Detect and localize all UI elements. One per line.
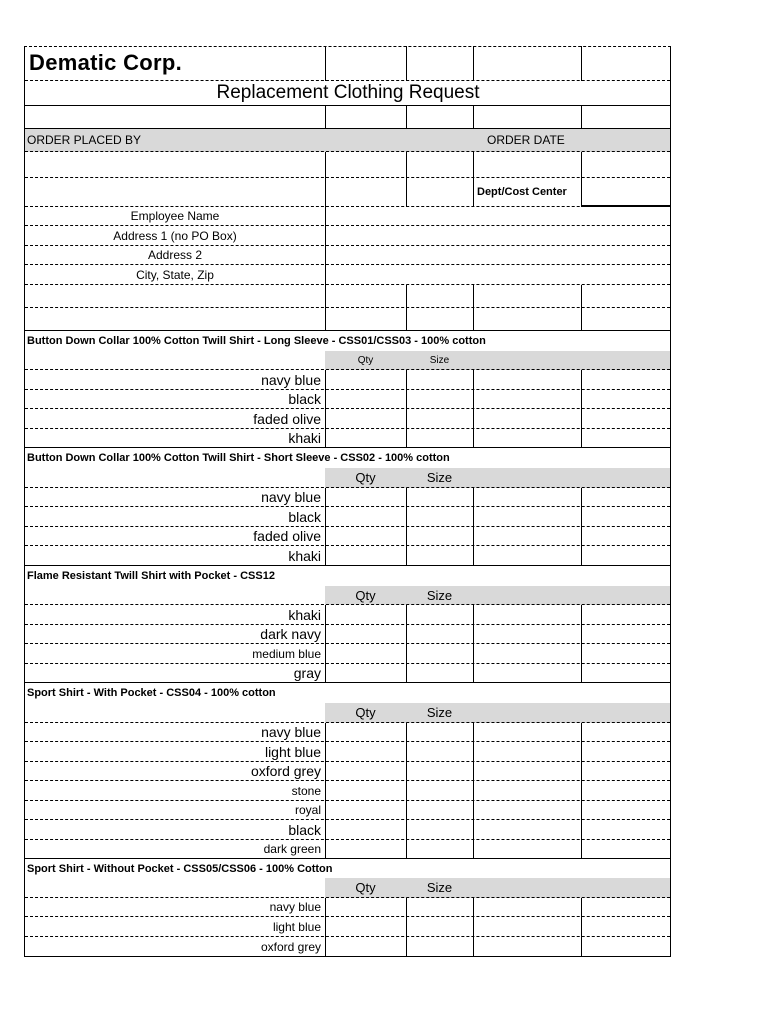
grid-line <box>581 285 582 331</box>
color-row[interactable] <box>25 840 670 859</box>
order-placed-by-label: ORDER PLACED BY <box>27 133 142 147</box>
color-row[interactable] <box>25 625 670 644</box>
grid-line <box>473 370 474 448</box>
section-2-title: Button Down Collar 100% Cotton Twill Shirt - Short Sleeve - CSS02 - 100% cotton <box>27 452 450 464</box>
address1-label: Address 1 (no PO Box) <box>113 228 237 243</box>
grid-line <box>406 488 407 566</box>
grid-line <box>325 370 326 448</box>
color-label: light blue <box>272 919 321 934</box>
grid-line <box>473 605 474 683</box>
grid-line <box>325 605 326 683</box>
grid-line <box>325 285 326 331</box>
blank-row-2 <box>25 285 670 308</box>
blank-row-1 <box>25 106 670 129</box>
order-form-sheet <box>24 46 671 957</box>
employee-name-label: Employee Name <box>130 209 220 223</box>
section-1-title: Button Down Collar 100% Cotton Twill Shirt - Long Sleeve - CSS01/CSS03 - 100% cotton <box>27 335 486 347</box>
color-label: faded olive <box>253 528 321 544</box>
size-header: Size <box>426 587 453 603</box>
address2-row[interactable] <box>25 246 670 265</box>
color-label: navy blue <box>261 489 321 505</box>
grid-line <box>325 152 326 207</box>
grid-line <box>325 46 326 81</box>
color-row[interactable] <box>25 762 670 781</box>
grid-line <box>581 46 582 81</box>
color-row[interactable] <box>25 488 670 507</box>
grid-line <box>581 152 582 207</box>
section-3-header <box>25 566 670 586</box>
section-4-title: Sport Shirt - With Pocket - CSS04 - 100% cotton <box>27 687 276 699</box>
color-label: oxford grey <box>250 763 321 779</box>
qty-header: Qty <box>355 880 376 895</box>
order-date-label: ORDER DATE <box>487 133 565 147</box>
color-row[interactable] <box>25 605 670 625</box>
size-header: Size <box>426 470 453 485</box>
city-state-zip-label: City, State, Zip <box>136 267 214 282</box>
color-row[interactable] <box>25 546 670 566</box>
grid-line <box>406 605 407 683</box>
grid-line <box>325 207 326 285</box>
color-row[interactable] <box>25 723 670 742</box>
color-label: navy blue <box>261 724 321 740</box>
color-row[interactable] <box>25 370 670 390</box>
section-4-header <box>25 683 670 703</box>
form-title: Replacement Clothing Request <box>216 82 480 103</box>
grid-line <box>581 488 582 566</box>
color-row[interactable] <box>25 429 670 448</box>
color-row[interactable] <box>25 898 670 917</box>
color-label: light blue <box>264 743 321 760</box>
blank-row-3 <box>25 308 670 331</box>
section-1-col-headers <box>25 351 670 370</box>
order-input-row[interactable] <box>25 152 670 178</box>
grid-line <box>581 723 582 859</box>
size-header: Size <box>426 880 453 895</box>
color-label: royal <box>294 803 321 817</box>
employee-name-row[interactable] <box>25 207 670 226</box>
dept-row <box>25 178 670 207</box>
section-1-header <box>25 331 670 351</box>
title-row <box>25 81 670 106</box>
grid-line <box>581 106 582 129</box>
color-label: dark navy <box>260 626 321 642</box>
color-row[interactable] <box>25 507 670 527</box>
grid-line <box>406 723 407 859</box>
grid-line <box>325 898 326 956</box>
section-5-col-headers <box>25 878 670 898</box>
company-name: Dematic Corp. <box>29 50 183 75</box>
grid-line <box>473 488 474 566</box>
grid-line <box>406 106 407 129</box>
grid-line <box>473 106 474 129</box>
color-label: khaki <box>288 430 321 446</box>
size-header: Size <box>429 354 450 366</box>
grid-line <box>473 898 474 956</box>
color-label: khaki <box>288 547 321 564</box>
grid-line <box>473 46 474 81</box>
grid-line <box>406 152 407 207</box>
color-label: dark green <box>263 842 321 856</box>
address2-label: Address 2 <box>147 248 203 262</box>
grid-line <box>473 723 474 859</box>
section-5-header <box>25 859 670 878</box>
dept-cost-center-label: Dept/Cost Center <box>477 186 567 198</box>
color-label: black <box>288 391 321 407</box>
grid-line <box>473 152 474 207</box>
section-4-col-headers <box>25 703 670 723</box>
color-label: stone <box>291 783 321 798</box>
size-header: Size <box>426 705 453 720</box>
grid-line <box>406 898 407 956</box>
color-label: black <box>288 508 321 525</box>
grid-line <box>325 488 326 566</box>
order-header-row <box>25 129 670 152</box>
color-label: faded olive <box>253 410 321 427</box>
grid-line <box>325 106 326 129</box>
qty-header: Qty <box>357 354 374 366</box>
qty-header: Qty <box>355 705 376 720</box>
color-row[interactable] <box>25 937 670 956</box>
section-2-header <box>25 448 670 468</box>
color-label: medium blue <box>252 646 321 661</box>
grid-line <box>581 370 582 448</box>
color-row[interactable] <box>25 664 670 683</box>
color-label: khaki <box>288 606 321 623</box>
grid-line <box>406 285 407 331</box>
grid-line <box>581 898 582 956</box>
color-label: navy blue <box>261 371 321 388</box>
color-label: navy blue <box>269 900 321 914</box>
color-row[interactable] <box>25 917 670 937</box>
grid-line <box>473 285 474 331</box>
color-row[interactable] <box>25 742 670 762</box>
color-row[interactable] <box>25 390 670 409</box>
color-row[interactable] <box>25 409 670 429</box>
section-2-col-headers <box>25 468 670 488</box>
address1-row[interactable] <box>25 226 670 246</box>
city-state-zip-row[interactable] <box>25 265 670 285</box>
grid-line <box>406 370 407 448</box>
color-label: oxford grey <box>260 939 321 954</box>
color-label: gray <box>293 665 321 681</box>
color-row[interactable] <box>25 801 670 820</box>
qty-header: Qty <box>355 470 376 485</box>
company-row-line <box>25 46 670 81</box>
color-row[interactable] <box>25 820 670 840</box>
color-row[interactable] <box>25 527 670 546</box>
color-row[interactable] <box>25 781 670 801</box>
color-label: black <box>288 821 321 838</box>
section-3-title: Flame Resistant Twill Shirt with Pocket - CSS12 <box>27 570 275 582</box>
section-5-title: Sport Shirt - Without Pocket - CSS05/CSS06 - 100% Cotton <box>27 862 333 875</box>
grid-line <box>406 46 407 81</box>
grid-line <box>325 723 326 859</box>
section-3-col-headers <box>25 586 670 605</box>
color-row[interactable] <box>25 644 670 664</box>
grid-line <box>581 605 582 683</box>
qty-header: Qty <box>355 587 376 603</box>
